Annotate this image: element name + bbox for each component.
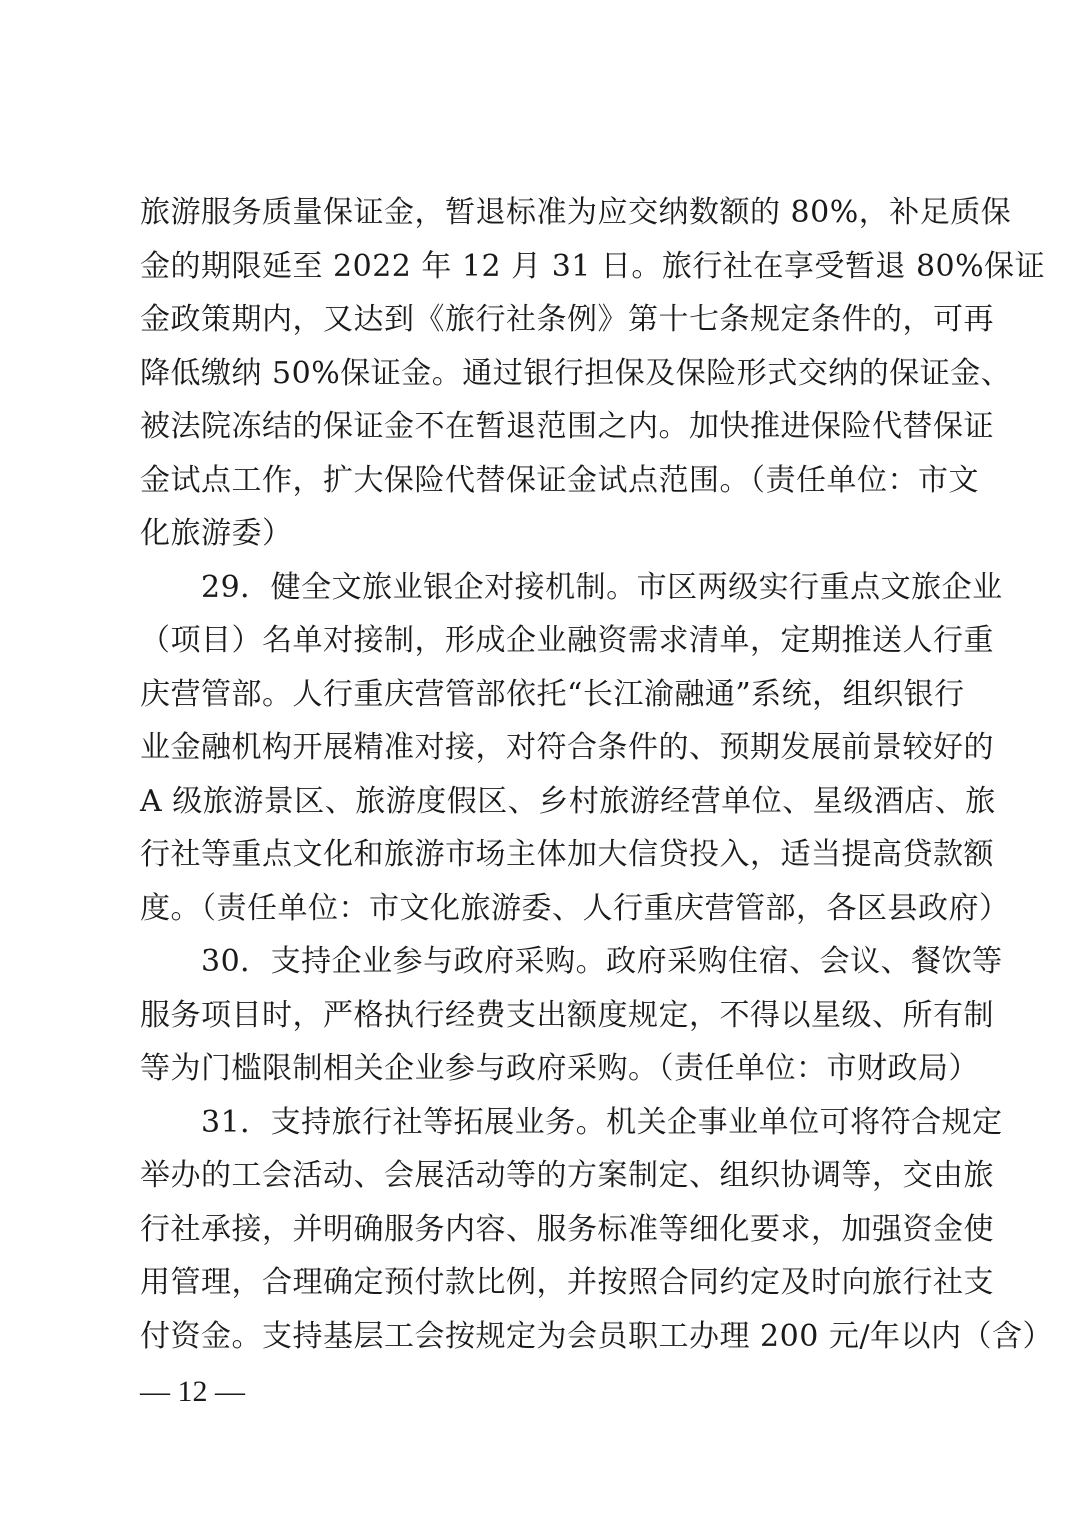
text-line: 服务项目时，严格执行经费支出额度规定，不得以星级、所有制	[140, 997, 994, 1033]
page-number: — 12 —	[140, 1375, 245, 1408]
body-text	[140, 186, 1053, 1363]
text-line: 金的期限延至 2022 年 12 月 31 日。旅行社在享受暂退 80%保证	[140, 248, 1046, 284]
text-line: 等为门槛限制相关企业参与政府采购。（责任单位：市财政局）	[140, 1051, 979, 1086]
text-line: 旅游服务质量保证金，暂退标准为应交纳数额的 80%，补足质保	[140, 195, 1012, 230]
text-line: A 级旅游景区、旅游度假区、乡村旅游经营单位、星级酒店、旅	[140, 783, 996, 819]
text-line: （项目）名单对接制，形成企业融资需求清单，定期推送人行重	[140, 623, 994, 658]
text-line: 金政策期内，又达到《旅行社条例》第十七条规定条件的，可再	[140, 302, 994, 337]
text-line: 降低缴纳 50%保证金。通过银行担保及保险形式交纳的保证金、	[140, 355, 1012, 391]
text-line: 29．健全文旅业银企对接机制。市区两级实行重点文旅企业	[140, 569, 1003, 605]
text-line: 金试点工作，扩大保险代替保证金试点范围。（责任单位：市文	[140, 462, 979, 498]
text-line: 付资金。支持基层工会按规定为会员职工办理 200 元/年以内（含）	[140, 1318, 1053, 1354]
text-line: 庆营管部。人行重庆营管部依托“长江渝融通”系统，组织银行	[140, 676, 965, 712]
text-line: 被法院冻结的保证金不在暂退范围之内。加快推进保险代替保证	[140, 409, 994, 444]
text-line: 行社等重点文化和旅游市场主体加大信贷投入，适当提高贷款额	[140, 837, 994, 872]
text-line: 31．支持旅行社等拓展业务。机关企事业单位可将符合规定	[140, 1104, 1003, 1140]
text-line: 用管理，合理确定预付款比例，并按照合同约定及时向旅行社支	[140, 1265, 994, 1300]
text-line: 举办的工会活动、会展活动等的方案制定、组织协调等，交由旅	[140, 1158, 994, 1193]
text-line: 化旅游委）	[140, 516, 293, 551]
text-line: 30．支持企业参与政府采购。政府采购住宿、会议、餐饮等	[140, 944, 1003, 979]
text-line: 行社承接，并明确服务内容、服务标准等细化要求，加强资金使	[140, 1211, 994, 1247]
text-line: 业金融机构开展精准对接，对符合条件的、预期发展前景较好的	[140, 730, 994, 765]
text-line: 度。（责任单位：市文化旅游委、人行重庆营管部，各区县政府）	[140, 890, 1010, 926]
